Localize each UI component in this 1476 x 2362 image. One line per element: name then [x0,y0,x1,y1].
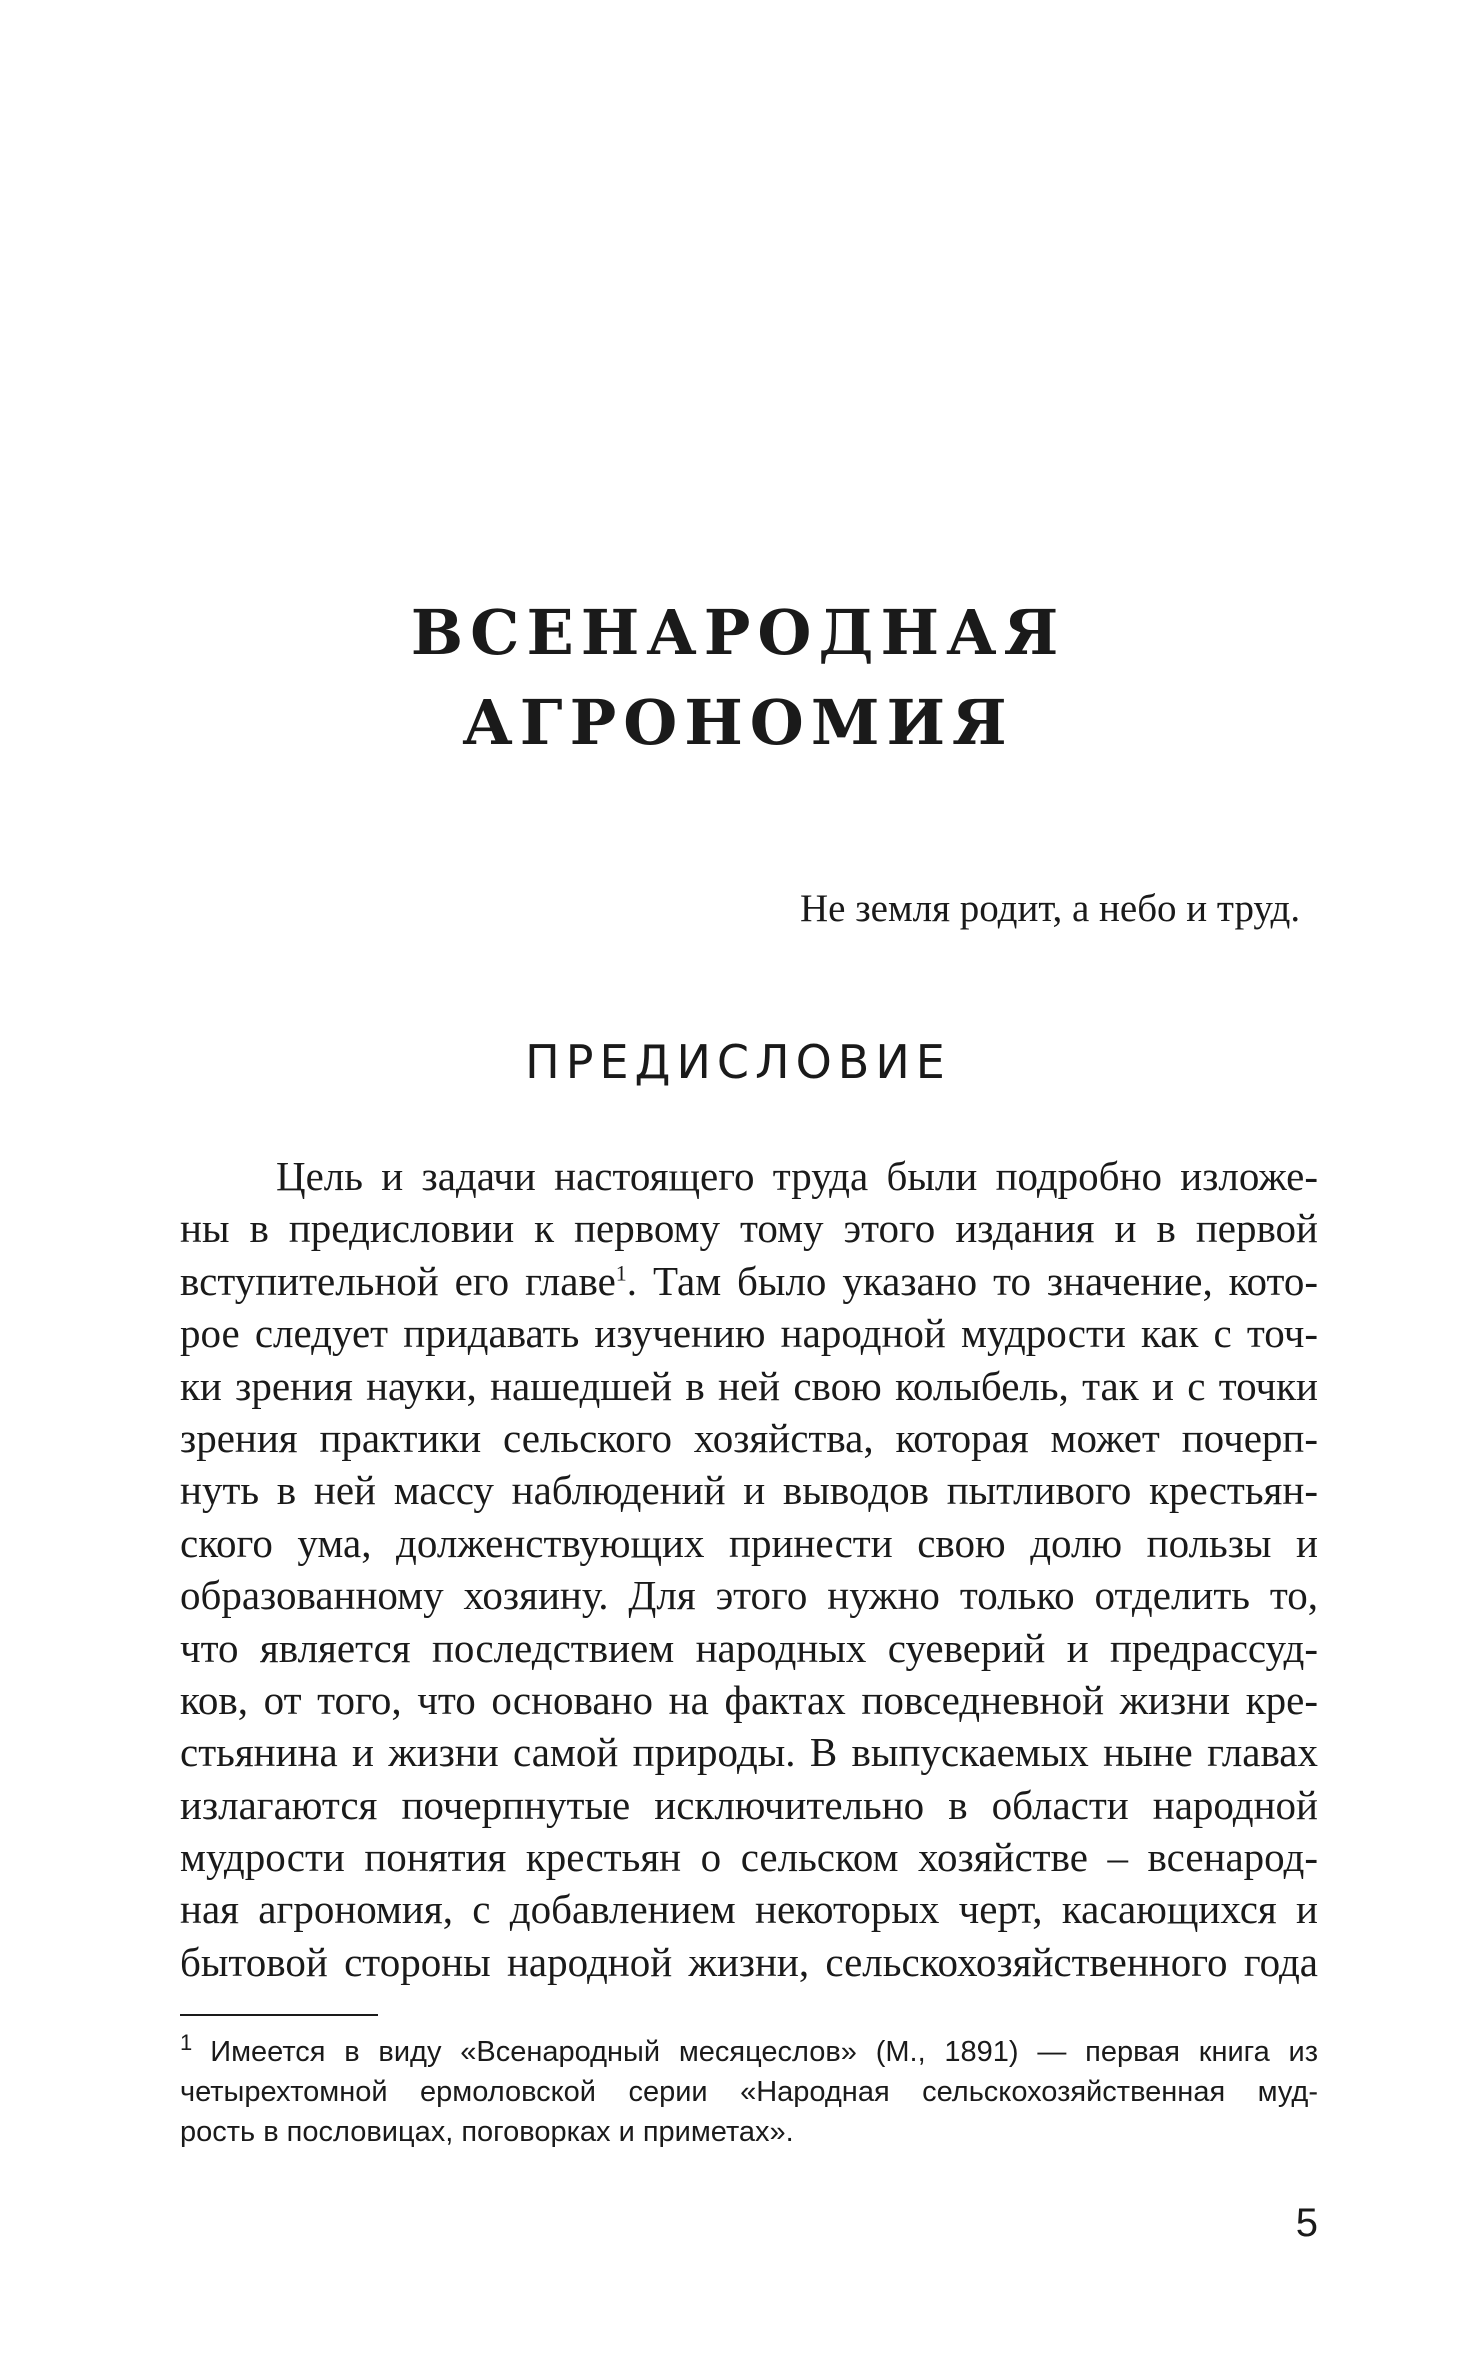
body-line: образованному хозяину. Для этого нужно только отделить то, [180,1572,1318,1619]
body-line: излагаются почерпнутые исключительно в области народной [180,1781,1318,1828]
epigraph: Не земля родит, а небо и труд. [800,887,1301,930]
body-line [180,1255,1318,1307]
chapter-title-line-2: АГРОНОМИЯ [462,686,1014,759]
chapter-title [0,588,1476,768]
footnote-divider [180,2014,378,2016]
body-line: нуть в ней массу наблюдений и выводов пытливого крестьян- [180,1467,1318,1514]
body-paragraph [180,1150,1318,1988]
body-line: ная агрономия, с добавлением некоторых черт, касающихся и [180,1886,1318,1933]
footnote-number: 1 [180,2032,193,2056]
page-number: 5 [1295,2201,1318,2245]
footnote-line: рость в пословицах, поговорках и приметах». [180,2116,794,2148]
section-heading: ПРЕДИСЛОВИЕ [525,1035,951,1089]
body-line: рое следует придавать изучению народной мудрости как с точ- [180,1310,1318,1357]
body-line: ны в предисловии к первому тому этого издания и в первой [180,1205,1318,1252]
body-line: что является последствием народных суеверий и предрассуд- [180,1624,1318,1671]
chapter-title-line-1: ВСЕНАРОДНАЯ [410,596,1066,669]
body-line-part: . Там было указано то значение, кото- [626,1257,1318,1304]
body-line: зрения практики сельского хозяйства, которая может почерп- [180,1414,1318,1461]
footnote-reference[interactable]: 1 [615,1260,627,1286]
body-line: Цель и задачи настоящего труда были подробно изложе- [276,1153,1318,1199]
body-line: стьянина и жизни самой природы. В выпускаемых ныне главах [180,1729,1318,1776]
body-line: мудрости понятия крестьян о сельском хозяйстве – всенарод- [180,1834,1318,1881]
body-line: ки зрения науки, нашедшей в ней свою колыбель, так и с точки [180,1362,1318,1409]
body-line: ков, от того, что основано на фактах повседневной жизни кре- [180,1676,1318,1723]
footnote-text: Имеется в виду «Всенародный месяцеслов» (М., 1891) — первая книга из [210,2036,1318,2068]
body-line-part: вступительной его главе [180,1257,616,1304]
footnote-line: четырехтомной ермоловской серии «Народная сельскохозяйственная муд- [180,2076,1318,2108]
footnote-line [180,2032,1318,2072]
body-line: ского ума, долженствующих принести свою долю пользы и [180,1519,1318,1566]
body-line: бытовой стороны народной жизни, сельскохозяйственного года [180,1938,1318,1985]
footnote [180,2032,1318,2152]
